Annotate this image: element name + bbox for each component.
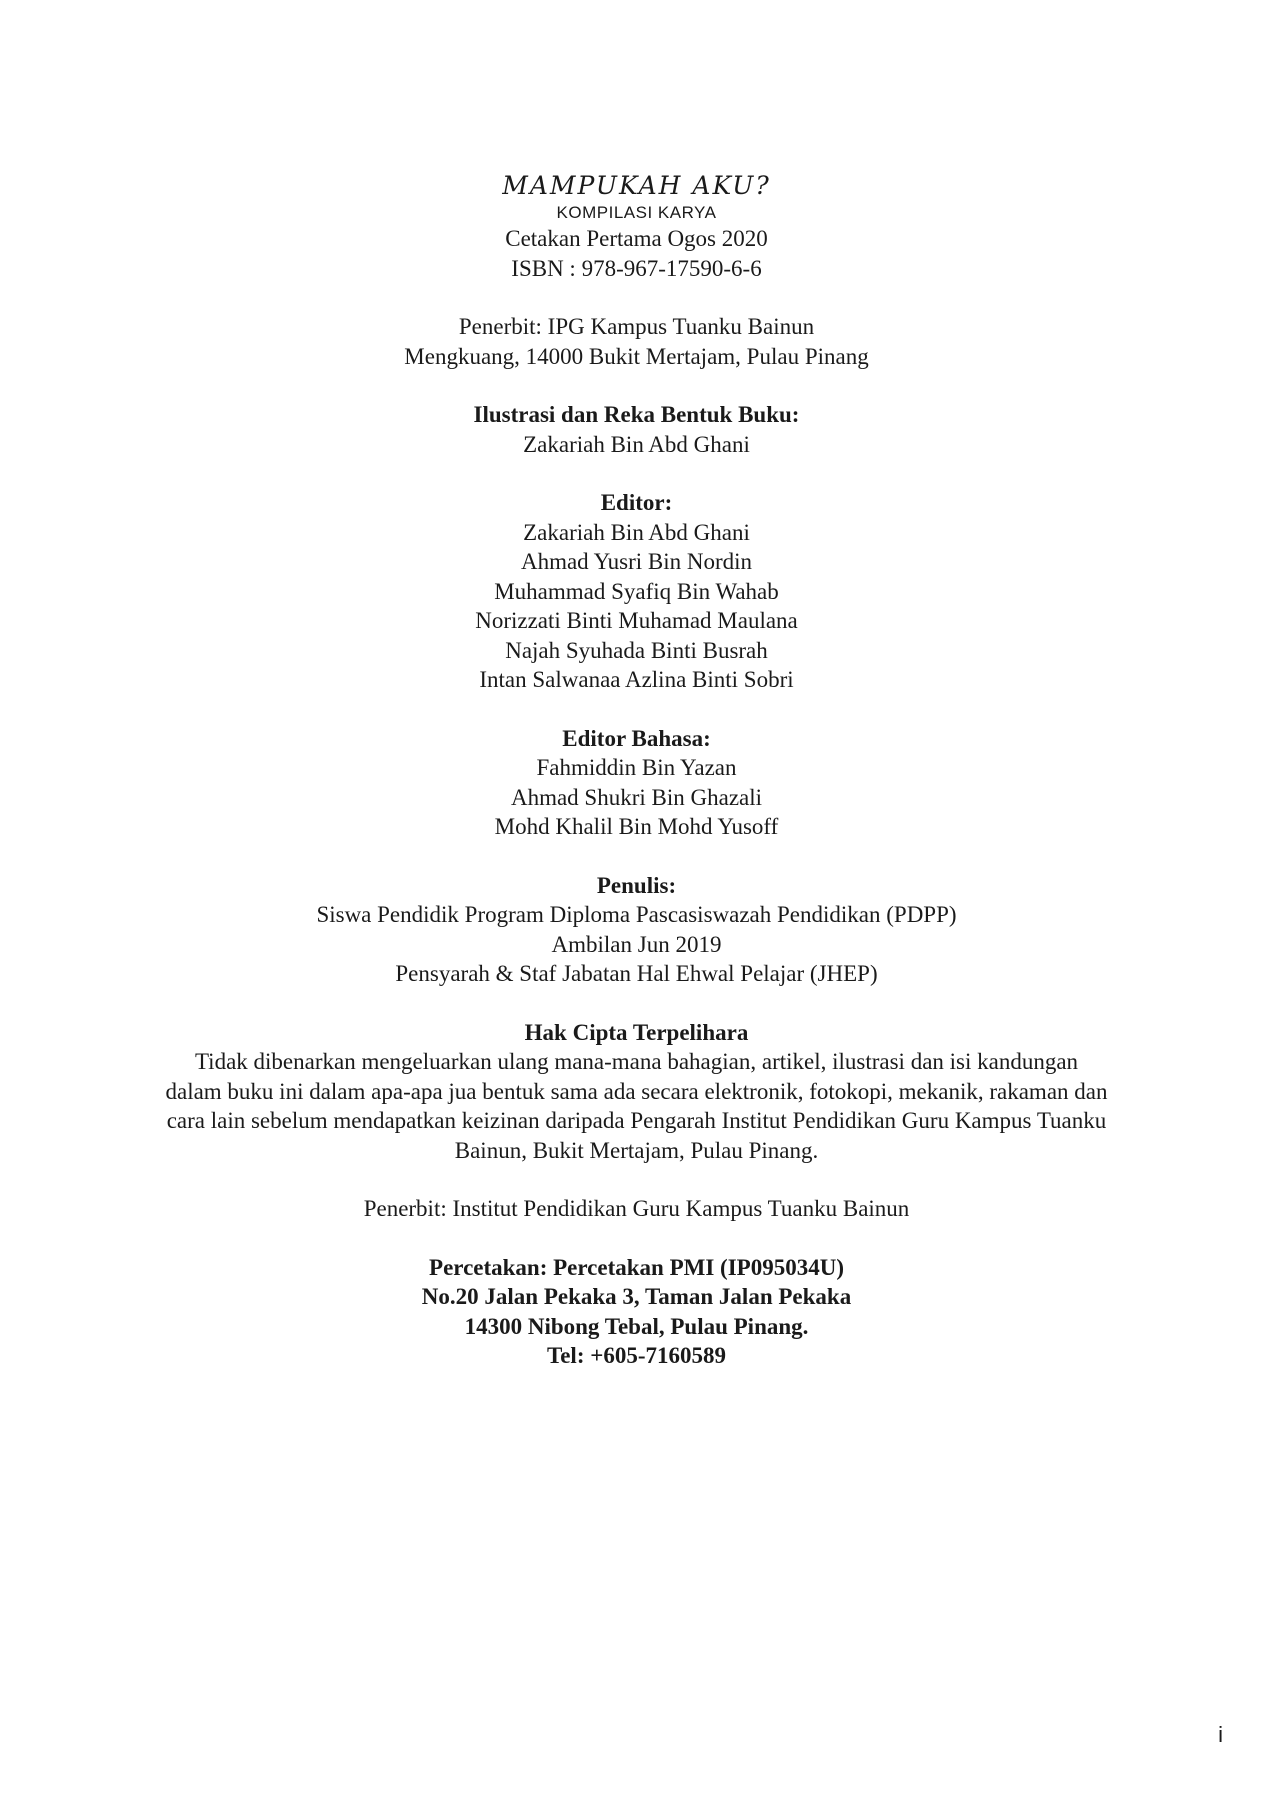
printer-block [100, 1253, 1173, 1371]
editor-name: Intan Salwanaa Azlina Binti Sobri [479, 667, 794, 692]
editor-name: Muhammad Syafiq Bin Wahab [494, 578, 779, 604]
editor-heading: Editor: [600, 490, 673, 515]
illustration-block [100, 400, 1173, 459]
copyright-block [100, 1018, 1173, 1166]
printer-line: Tel: +605-7160589 [546, 1343, 726, 1368]
writer-block [100, 871, 1173, 989]
edition-text: Cetakan Pertama Ogos 2020 [505, 226, 768, 251]
editor-name: Najah Syuhada Binti Busrah [505, 637, 768, 663]
printer-line: Percetakan: Percetakan PMI (IP095034U) [429, 1254, 844, 1280]
editor-name: Ahmad Yusri Bin Nordin [520, 549, 753, 574]
copyright-line: dalam buku ini dalam apa-apa jua bentuk sama ada secara elektronik, fotokopi, mekanik, rakaman dan [165, 1078, 1108, 1104]
copyright-heading: Hak Cipta Terpelihara [524, 1019, 749, 1045]
book-subtitle: KOMPILASI KARYA [556, 203, 717, 222]
publisher-full-name: Penerbit: Institut Pendidikan Guru Kampus Tuanku Bainun [363, 1196, 910, 1221]
isbn-text: ISBN : 978-967-17590-6-6 [511, 255, 762, 281]
publisher-full-block [100, 1194, 1173, 1224]
copyright-line: Bainun, Bukit Mertajam, Pulau Pinang. [454, 1137, 819, 1163]
writer-line: Siswa Pendidik Program Diploma Pascasiswazah Pendidikan (PDPP) [316, 902, 957, 927]
editor-block [100, 488, 1173, 695]
language-editor-block [100, 724, 1173, 842]
copyright-notice [107, 1047, 1167, 1165]
language-editor-name: Fahmiddin Bin Yazan [536, 755, 737, 780]
language-editor-name: Mohd Khalil Bin Mohd Yusoff [494, 814, 779, 839]
title-block [100, 170, 1173, 283]
printer-line: 14300 Nibong Tebal, Pulau Pinang. [464, 1313, 809, 1339]
publisher-address: Mengkuang, 14000 Bukit Mertajam, Pulau Pinang [404, 343, 869, 369]
language-editor-name: Ahmad Shukri Bin Ghazali [510, 784, 763, 810]
page-number: i [1218, 1722, 1223, 1747]
printer-line: No.20 Jalan Pekaka 3, Taman Jalan Pekaka [421, 1284, 852, 1309]
copyright-line: Tidak dibenarkan mengeluarkan ulang mana-mana bahagian, artikel, ilustrasi dan isi kandungan [194, 1049, 1079, 1074]
writer-line: Ambilan Jun 2019 [551, 931, 722, 957]
copyright-page [100, 170, 1173, 1371]
illustrator-name: Zakariah Bin Abd Ghani [523, 431, 750, 457]
writer-heading: Penulis: [596, 872, 677, 898]
book-title: MAMPUKAH AKU? [502, 171, 771, 200]
publisher-name: Penerbit: IPG Kampus Tuanku Bainun [458, 314, 815, 339]
language-editor-heading: Editor Bahasa: [562, 725, 711, 751]
writer-line: Pensyarah & Staf Jabatan Hal Ehwal Pelajar (JHEP) [395, 961, 878, 986]
editor-name: Norizzati Binti Muhamad Maulana [475, 608, 798, 633]
illustration-heading: Ilustrasi dan Reka Bentuk Buku: [473, 402, 800, 427]
editor-name: Zakariah Bin Abd Ghani [523, 519, 750, 545]
publisher-block [100, 312, 1173, 371]
copyright-line: cara lain sebelum mendapatkan keizinan daripada Pengarah Institut Pendidikan Guru Kampus Tuanku [166, 1108, 1107, 1133]
